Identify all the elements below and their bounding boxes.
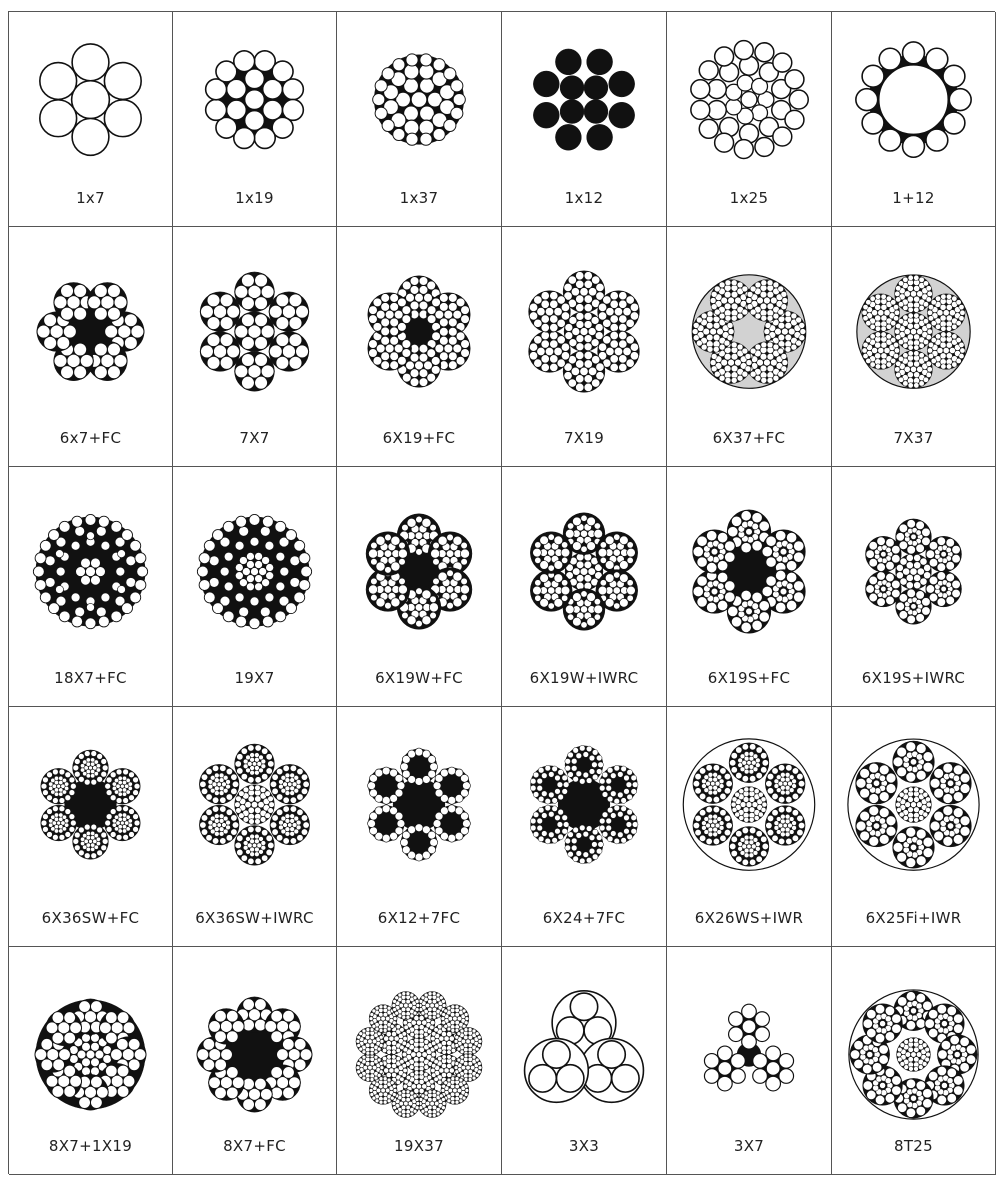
rope-cell-8x7-1x19 xyxy=(9,947,173,1175)
rope-cell-6x19w-fc xyxy=(337,467,502,707)
rope-cell-19x7 xyxy=(173,467,337,707)
rope-cell-1x12 xyxy=(502,12,667,227)
rope-type-label: 8X7+1X19 xyxy=(48,1137,133,1155)
rope-type-label: 19X7 xyxy=(234,669,275,687)
rope-cell-6x19s-fc xyxy=(667,467,832,707)
rope-cell-6x24-7fc xyxy=(502,707,667,947)
rope-type-label: 6X37+FC xyxy=(712,429,786,447)
rope-cell-6x19w-iwrc xyxy=(502,467,667,707)
rope-type-label: 6X12+7FC xyxy=(377,909,461,927)
rope-cell-6x7-fc xyxy=(9,227,173,467)
rope-type-label: 1x19 xyxy=(235,189,274,207)
rope-type-label: 6X24+7FC xyxy=(542,909,626,927)
rope-cell-7x19 xyxy=(502,227,667,467)
rope-type-label: 19X37 xyxy=(394,1137,444,1155)
rope-cell-6x26ws-iwr xyxy=(667,707,832,947)
rope-type-label: 7X7 xyxy=(239,429,270,447)
rope-type-label: 3X3 xyxy=(568,1137,600,1155)
rope-cell-1x25 xyxy=(667,12,832,227)
rope-cell-8x7-fc xyxy=(173,947,337,1175)
rope-type-label: 6X19S+IWRC xyxy=(861,669,966,687)
rope-cell-3x7 xyxy=(667,947,832,1175)
rope-cell-3x3 xyxy=(502,947,667,1175)
rope-type-label: 1x25 xyxy=(729,189,769,207)
rope-cell-19x37 xyxy=(337,947,502,1175)
rope-type-label: 1x37 xyxy=(399,189,439,207)
rope-cell-8t25 xyxy=(832,947,996,1175)
rope-type-label: 6X26WS+IWR xyxy=(694,909,804,927)
rope-cell-6x36sw-iwrc xyxy=(173,707,337,947)
rope-cell-6x19-fc xyxy=(337,227,502,467)
rope-type-label: 6X36SW+FC xyxy=(41,909,140,927)
rope-type-label: 6x7+FC xyxy=(59,429,122,447)
rope-type-label: 7X19 xyxy=(563,429,605,447)
rope-cell-6x19s-iwrc xyxy=(832,467,996,707)
rope-cell-6x12-7fc xyxy=(337,707,502,947)
rope-type-label: 18X7+FC xyxy=(54,669,127,687)
rope-type-label: 6X19W+FC xyxy=(375,669,463,687)
rope-cell-6x37-fc xyxy=(667,227,832,467)
rope-cell-18x7-fc xyxy=(9,467,173,707)
rope-cell-7x7 xyxy=(173,227,337,467)
rope-type-label: 6X19+FC xyxy=(382,429,456,447)
rope-cell-7x37 xyxy=(832,227,996,467)
rope-type-label: 1x12 xyxy=(564,189,604,207)
rope-type-label: 8X7+FC xyxy=(223,1137,286,1155)
rope-type-label: 8T25 xyxy=(894,1137,933,1155)
rope-type-label: 7X37 xyxy=(893,429,934,447)
rope-type-label: 6X19S+FC xyxy=(707,669,791,687)
rope-cell-6x36sw-fc xyxy=(9,707,173,947)
rope-cell-1x7 xyxy=(9,12,173,227)
rope-cell-6x25fi-iwr xyxy=(832,707,996,947)
rope-cell-1x37 xyxy=(337,12,502,227)
rope-type-label: 1x7 xyxy=(76,189,105,207)
rope-type-label: 6X25Fi+IWR xyxy=(865,909,962,927)
rope-construction-grid xyxy=(8,11,995,1174)
rope-type-label: 3X7 xyxy=(733,1137,765,1155)
rope-cell-1x19 xyxy=(173,12,337,227)
rope-type-label: 1+12 xyxy=(892,189,935,207)
rope-cell-1-12 xyxy=(832,12,996,227)
rope-type-label: 6X19W+IWRC xyxy=(529,669,639,687)
rope-type-label: 6X36SW+IWRC xyxy=(195,909,314,927)
